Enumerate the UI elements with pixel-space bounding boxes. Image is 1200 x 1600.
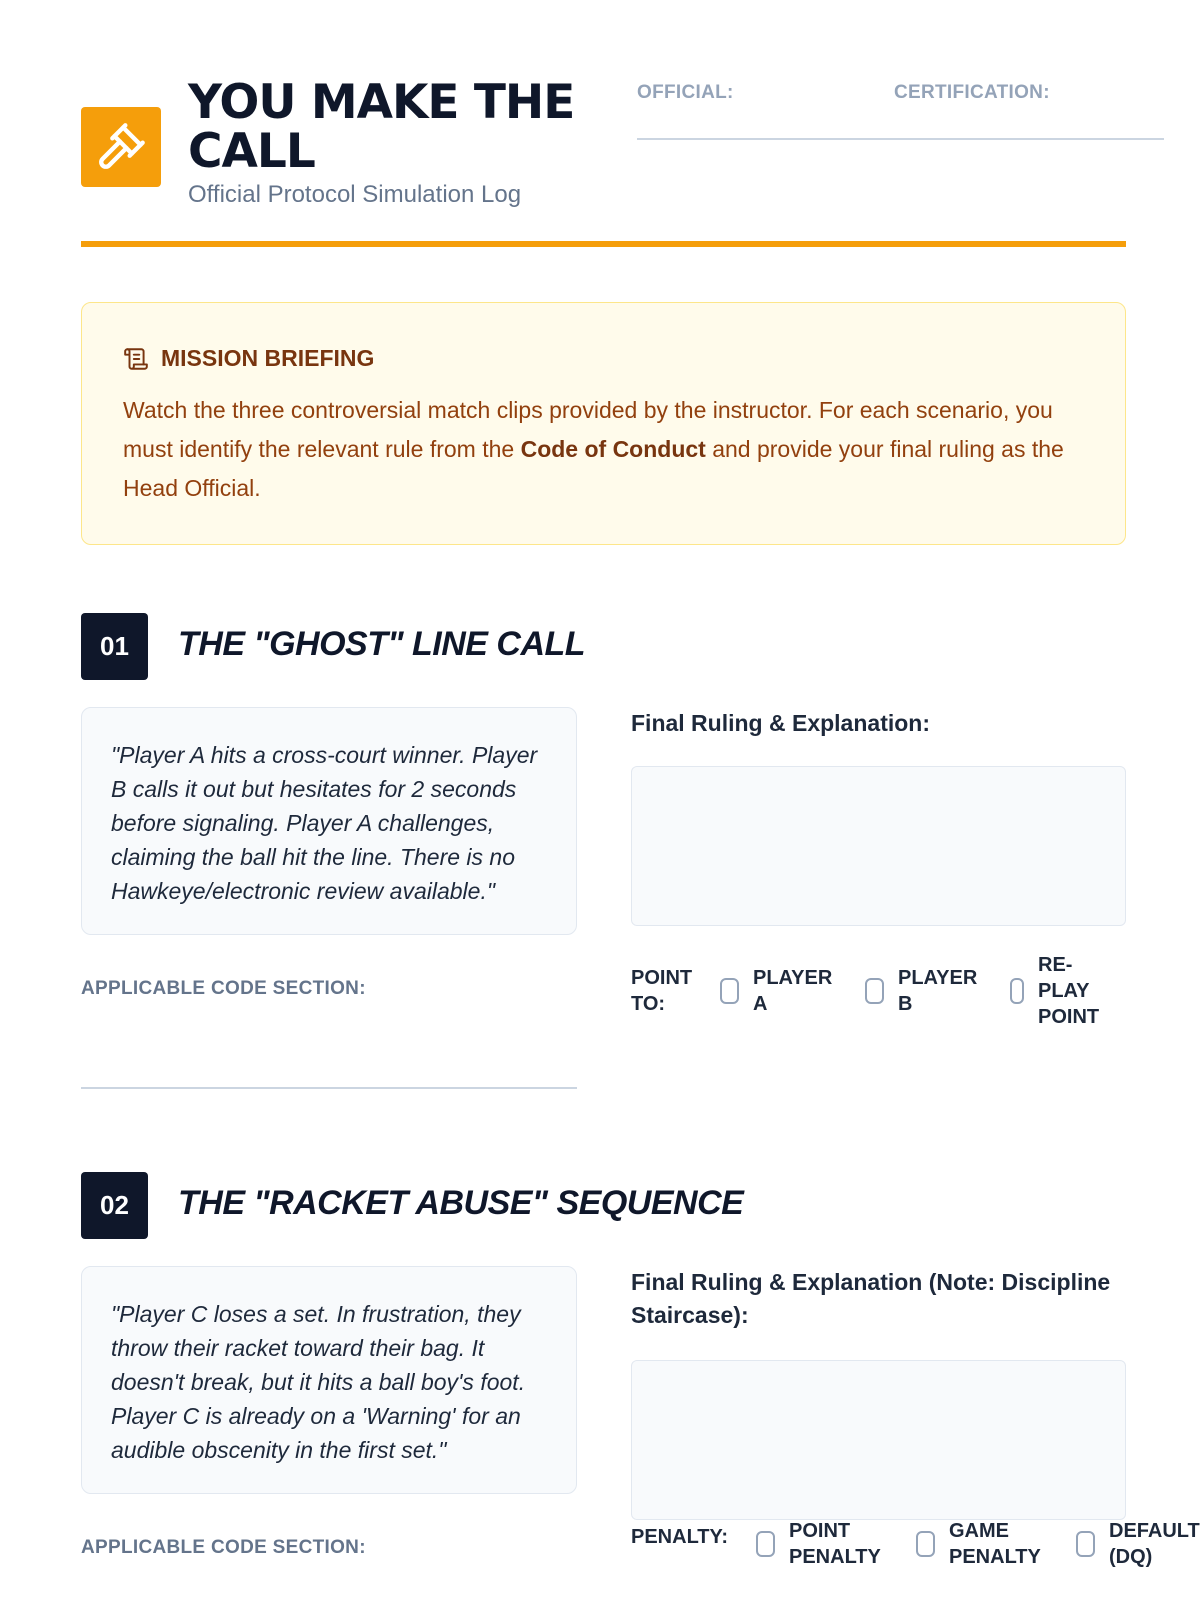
briefing-text bbox=[123, 391, 1073, 508]
scenario-title: THE "GHOST" LINE CALL bbox=[178, 625, 586, 663]
checkbox[interactable] bbox=[865, 978, 884, 1004]
briefing-text-after: and provide your final ruling as the Head Official. bbox=[123, 436, 1064, 501]
briefing-title: MISSION BRIEFING bbox=[161, 345, 375, 371]
gavel-icon bbox=[95, 121, 147, 173]
scenario-quote: "Player A hits a cross-court winner. Player B calls it out but hesitates for 2 seconds before signaling. Player A challenges, claiming the ball hit the line. There is no Hawkeye/electronic review available." bbox=[81, 707, 577, 935]
point-to-options bbox=[631, 951, 1200, 1031]
applicable-code-input-line[interactable] bbox=[81, 1087, 577, 1089]
certification-label: CERTIFICATION: bbox=[894, 82, 1050, 103]
scenario-number: 02 bbox=[81, 1172, 148, 1239]
point-to-label: POINT TO: bbox=[631, 967, 693, 1015]
checkbox[interactable] bbox=[1076, 1531, 1095, 1557]
page-title: YOU MAKE THE CALL bbox=[188, 75, 575, 179]
scenario-quote: "Player C loses a set. In frustration, they throw their racket toward their bag. It doesn't break, but it hits a ball boy's foot. Player C is already on a 'Warning' for an audible obscenity in the first set." bbox=[81, 1266, 577, 1494]
option-game-penalty[interactable] bbox=[916, 1518, 1049, 1570]
official-signature-line[interactable] bbox=[637, 138, 1164, 140]
option-player-a[interactable] bbox=[720, 965, 839, 1017]
checkbox[interactable] bbox=[1010, 978, 1024, 1004]
scenario-number: 01 bbox=[81, 613, 148, 680]
gavel-logo bbox=[81, 107, 161, 187]
option-player-b[interactable] bbox=[865, 965, 984, 1017]
page-subtitle: Official Protocol Simulation Log bbox=[188, 181, 522, 208]
option-label: PLAYER B bbox=[898, 967, 978, 1015]
option-label: GAME PENALTY bbox=[949, 1520, 1041, 1568]
applicable-code-label: APPLICABLE CODE SECTION: bbox=[81, 1537, 366, 1558]
option-label: POINT PENALTY bbox=[789, 1520, 881, 1568]
briefing-code-of-conduct: Code of Conduct bbox=[520, 436, 706, 462]
ruling-label: Final Ruling & Explanation (Note: Discipline Staircase): bbox=[631, 1269, 1111, 1328]
mission-briefing bbox=[81, 302, 1126, 545]
page-header bbox=[81, 75, 1164, 248]
official-label: OFFICIAL: bbox=[637, 82, 734, 103]
ruling-textarea[interactable] bbox=[631, 766, 1126, 926]
penalty-options bbox=[631, 1518, 1200, 1598]
ruling-textarea[interactable] bbox=[631, 1360, 1126, 1520]
scenario-title: THE "RACKET ABUSE" SEQUENCE bbox=[178, 1184, 744, 1222]
option-label: RE-PLAY POINT bbox=[1038, 954, 1100, 1028]
option-label: PLAYER A bbox=[753, 967, 833, 1015]
scroll-icon bbox=[123, 346, 149, 372]
ruling-label: Final Ruling & Explanation: bbox=[631, 710, 930, 736]
checkbox[interactable] bbox=[720, 978, 739, 1004]
checkbox[interactable] bbox=[756, 1531, 775, 1557]
option-label: DEFAULT (DQ) bbox=[1109, 1520, 1200, 1568]
checkbox[interactable] bbox=[916, 1531, 935, 1557]
header-divider bbox=[81, 241, 1126, 247]
briefing-heading bbox=[123, 345, 374, 372]
option-point-penalty[interactable] bbox=[756, 1518, 889, 1570]
option-default-dq[interactable] bbox=[1076, 1518, 1200, 1570]
option-replay-point[interactable] bbox=[1010, 952, 1114, 1030]
applicable-code-label: APPLICABLE CODE SECTION: bbox=[81, 978, 366, 999]
briefing-text-before: Watch the three controversial match clips provided by the instructor. For each scenario, you must identify the relevant rule from the bbox=[123, 397, 1053, 462]
penalty-label: PENALTY: bbox=[631, 1526, 729, 1548]
